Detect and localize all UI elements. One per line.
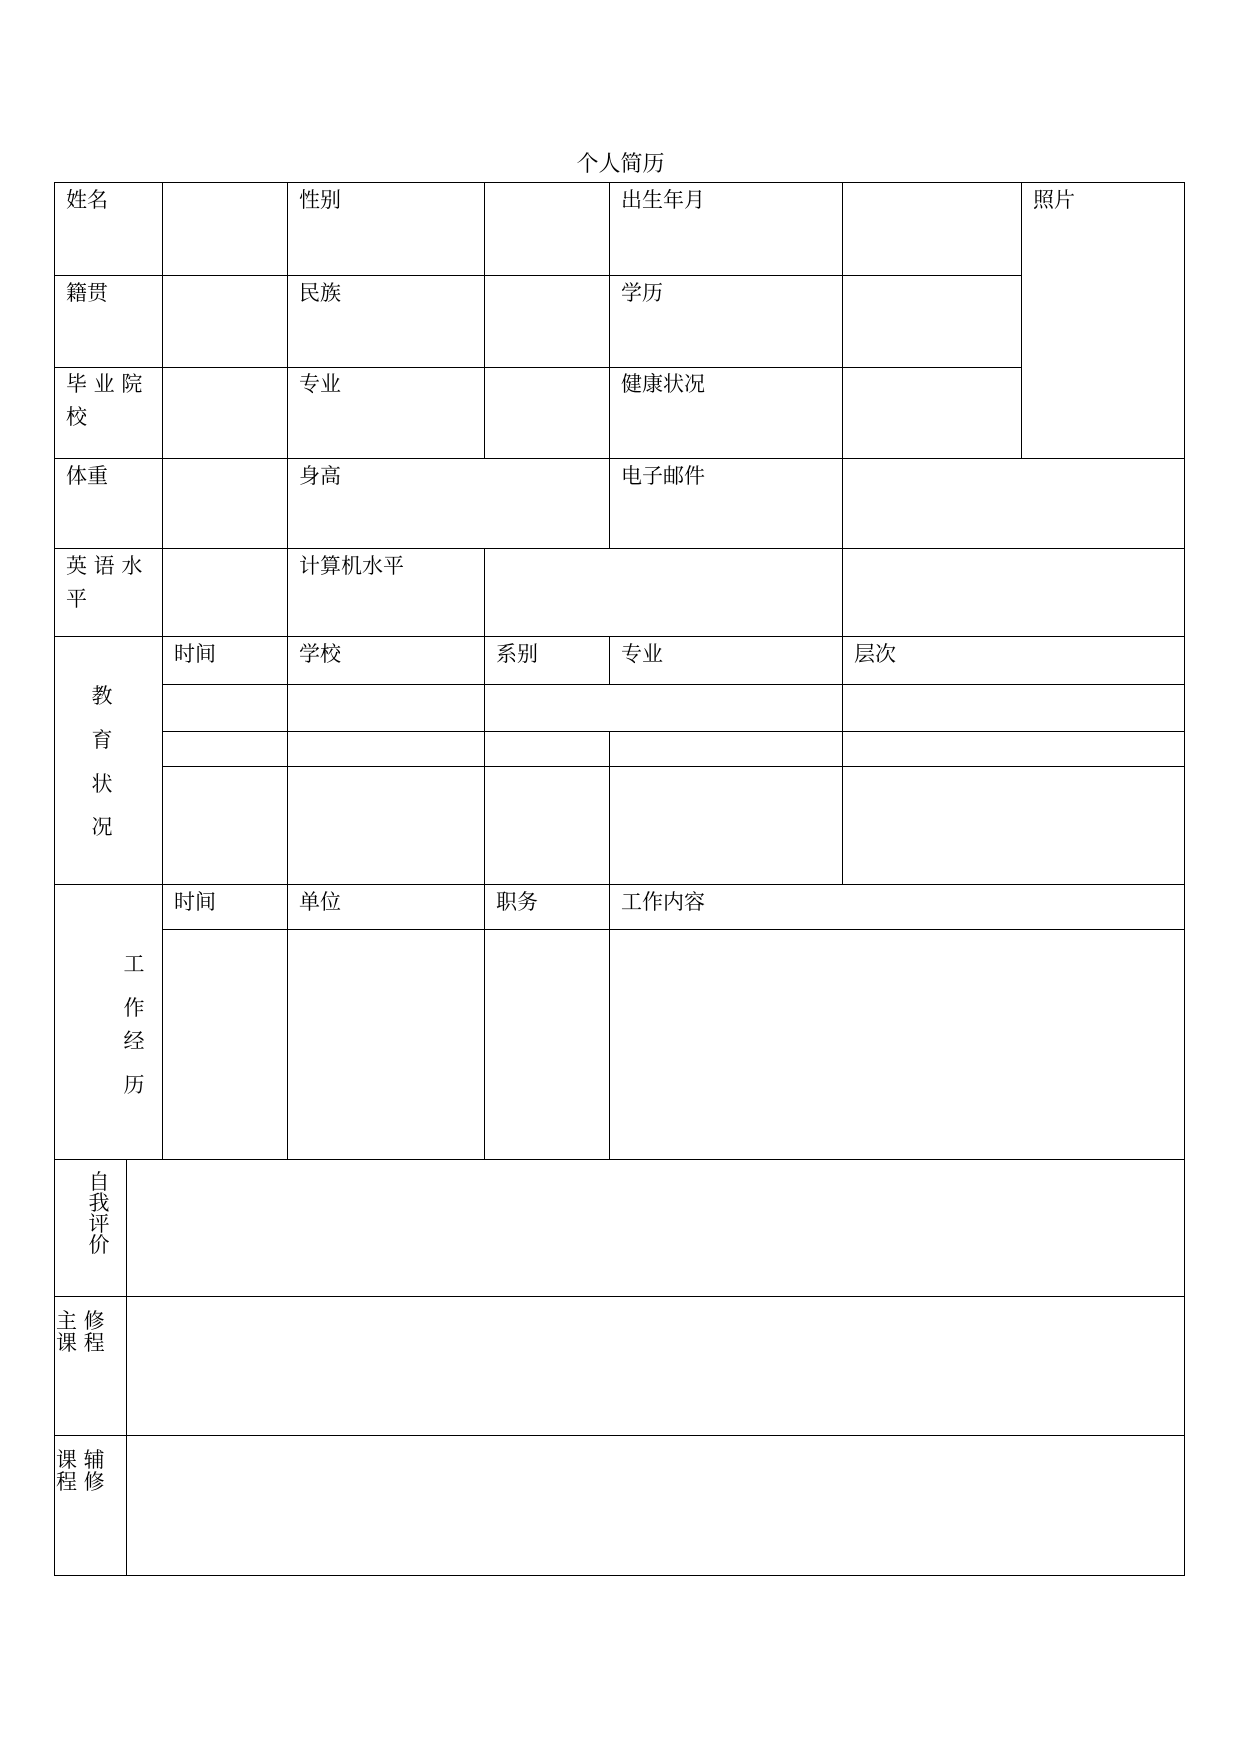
degree-value-cell[interactable] <box>843 276 1021 367</box>
ethnicity-label: 民族 <box>299 281 341 305</box>
table-border-right <box>1184 182 1185 1576</box>
education-entry-row[interactable] <box>163 685 1184 731</box>
main-courses-field[interactable] <box>127 1297 1184 1435</box>
education-entry-row[interactable] <box>163 767 1184 884</box>
birth-date-label: 出生年月 <box>621 188 705 212</box>
photo-cell[interactable] <box>1022 210 1184 458</box>
self-evaluation-char: 自 <box>88 1170 110 1194</box>
education-entry-row[interactable] <box>163 732 1184 766</box>
education-section-char: 育 <box>91 728 113 752</box>
education-section-char: 况 <box>91 815 113 839</box>
native-place-value-cell[interactable] <box>163 276 287 367</box>
col-divider <box>609 636 610 684</box>
work-header-employer: 单位 <box>299 890 341 914</box>
computer-level-label: 计算机水平 <box>299 554 404 578</box>
minor-courses-field[interactable] <box>127 1436 1184 1575</box>
name-label: 姓名 <box>66 188 108 212</box>
english-level-label-cont: 平 <box>66 587 87 611</box>
email-label: 电子邮件 <box>621 464 705 488</box>
height-label: 身高 <box>299 464 341 488</box>
row-divider <box>54 884 1185 885</box>
self-evaluation-char: 我 <box>88 1191 110 1215</box>
work-header-position: 职务 <box>496 890 538 914</box>
education-section-char: 教 <box>91 684 113 708</box>
education-header-department: 系别 <box>496 642 538 666</box>
self-evaluation-char: 评 <box>88 1212 110 1236</box>
english-level-value-cell[interactable] <box>163 549 287 636</box>
row-divider <box>54 636 1185 637</box>
education-header-level: 层次 <box>854 642 896 666</box>
email-value-cell[interactable] <box>843 459 1184 548</box>
ethnicity-value-cell[interactable] <box>485 276 609 367</box>
photo-label: 照片 <box>1033 188 1075 212</box>
degree-label: 学历 <box>621 281 663 305</box>
work-section-char: 工 <box>123 952 145 976</box>
page-title: 个人简历 <box>576 152 665 177</box>
gender-value-cell[interactable] <box>485 183 609 275</box>
name-value-cell[interactable] <box>163 183 287 275</box>
work-header-content: 工作内容 <box>621 890 705 914</box>
col-divider <box>609 182 610 548</box>
self-evaluation-field[interactable] <box>127 1160 1184 1296</box>
education-section-char: 状 <box>91 772 113 796</box>
graduate-school-label: 毕 业 院 <box>66 372 143 396</box>
graduate-school-label-cont: 校 <box>66 405 87 429</box>
weight-value-cell[interactable] <box>163 459 287 548</box>
english-level-label: 英 语 水 <box>66 554 143 578</box>
computer-level-value-cell[interactable] <box>485 549 842 636</box>
self-evaluation-char: 价 <box>88 1233 110 1257</box>
gender-label: 性别 <box>299 188 341 212</box>
birth-date-value-cell[interactable] <box>843 183 1021 275</box>
table-border-left <box>54 182 55 1576</box>
minor-courses-label-cont: 程 修 <box>56 1470 105 1494</box>
main-courses-label: 主 修 <box>56 1309 105 1333</box>
work-entry-row[interactable] <box>163 930 1184 1159</box>
work-section-char: 作 <box>123 996 145 1020</box>
health-value-cell[interactable] <box>843 368 1021 458</box>
health-label: 健康状况 <box>621 372 705 396</box>
work-header-time: 时间 <box>174 890 216 914</box>
extra-value-cell[interactable] <box>843 549 1184 636</box>
height-value-cell[interactable] <box>485 459 609 548</box>
education-header-school: 学校 <box>299 642 341 666</box>
main-courses-label-cont: 课 程 <box>56 1331 105 1355</box>
table-border-bottom <box>54 1575 1185 1576</box>
graduate-school-value-cell[interactable] <box>163 368 287 458</box>
education-header-major: 专业 <box>621 642 663 666</box>
work-section-char: 历 <box>123 1073 145 1097</box>
education-header-time: 时间 <box>174 642 216 666</box>
major-value-cell[interactable] <box>485 368 609 458</box>
native-place-label: 籍贯 <box>66 281 108 305</box>
work-section-char: 经 <box>123 1029 145 1053</box>
weight-label: 体重 <box>66 464 108 488</box>
major-label: 专业 <box>299 372 341 396</box>
minor-courses-label: 课 辅 <box>56 1448 105 1472</box>
